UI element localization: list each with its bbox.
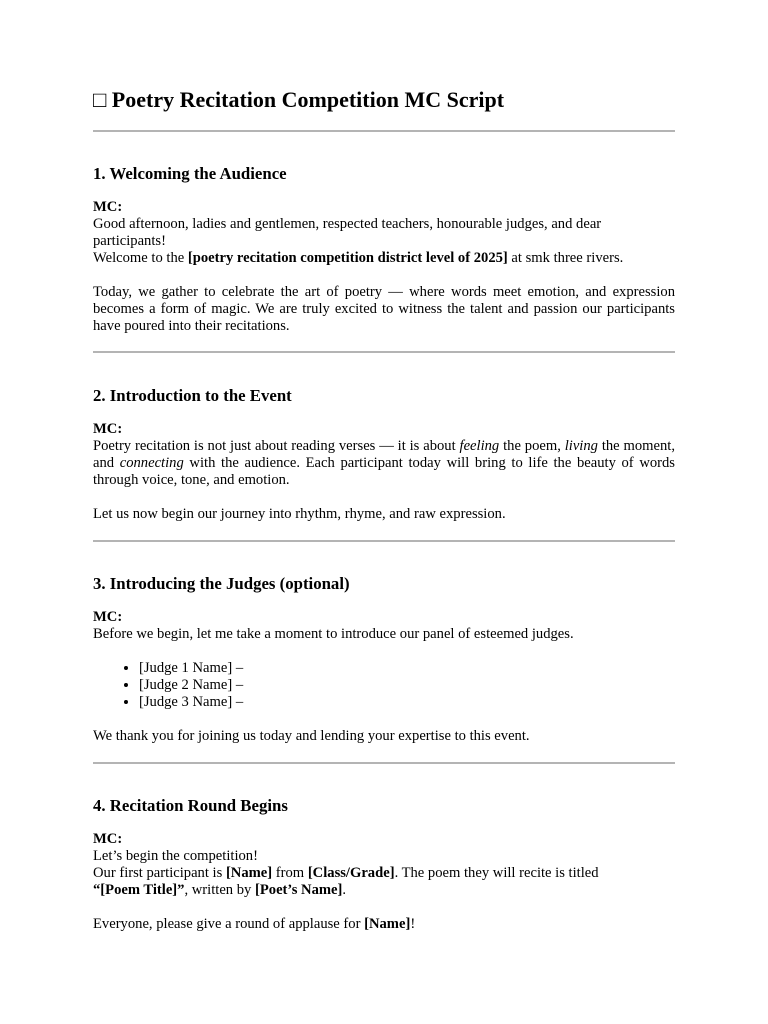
poem-title: “[Poem Title]”	[93, 882, 185, 898]
list-item: • [Judge 2 Name] –	[139, 677, 675, 694]
mc-label: MC:	[93, 199, 123, 215]
applause-text-a: Everyone, please give a round of applause for	[93, 916, 365, 932]
section-heading-judges: 3. Introducing the Judges (optional)	[93, 574, 350, 593]
welcome-suffix: at smk three rivers.	[507, 250, 624, 266]
participant-text-d: , written by	[184, 882, 255, 898]
welcome-paragraph: Today, we gather to celebrate the art of poetry — where words meet emotion, and expression becomes a form of magic. We are truly excited to witness the talent and passion our participants have poured into their recitations.	[93, 284, 675, 334]
mc-label: MC:	[93, 421, 123, 437]
poet-name: [Poet’s Name]	[255, 882, 343, 898]
intro-emphasis-feeling: feeling	[459, 438, 500, 454]
title-text: Poetry Recitation Competition MC Script	[111, 87, 505, 112]
begin-line: Let’s begin the competition!	[93, 848, 258, 864]
judges-list	[93, 660, 675, 711]
intro-paragraph	[93, 438, 675, 489]
judges-thanks: We thank you for joining us today and lending your expertise to this event.	[93, 728, 530, 744]
applause-text-b: !	[410, 916, 416, 932]
welcome-line	[93, 250, 675, 267]
participant-class: [Class/Grade]	[307, 865, 395, 881]
page-title	[93, 86, 675, 114]
divider	[93, 762, 675, 764]
greeting-text: Good afternoon, ladies and gentlemen, respected teachers, honourable judges, and dear participants!	[93, 216, 602, 249]
participant-text-a: Our first participant is	[93, 865, 226, 881]
applause-name: [Name]	[364, 916, 411, 932]
document-body	[93, 86, 675, 933]
intro-emphasis-living: living	[564, 438, 598, 454]
participant-text-e: .	[342, 882, 347, 898]
intro-text-c: the moment, and	[93, 438, 675, 471]
judges-intro: Before we begin, let me take a moment to introduce our panel of esteemed judges.	[93, 626, 574, 642]
participant-paragraph	[93, 865, 675, 899]
intro-text-a: Poetry recitation is not just about reading verses — it is about	[93, 438, 460, 454]
section-heading-introduction: 2. Introduction to the Event	[93, 386, 292, 405]
divider	[93, 351, 675, 353]
divider	[93, 540, 675, 542]
section-heading-welcoming: 1. Welcoming the Audience	[93, 164, 287, 183]
intro-text-b: the poem,	[499, 438, 565, 454]
title-placeholder-icon: □	[93, 87, 107, 112]
mc-label: MC:	[93, 609, 123, 625]
section-heading-recitation: 4. Recitation Round Begins	[93, 796, 288, 815]
applause-line	[93, 916, 675, 933]
intro-emphasis-connecting: connecting	[119, 455, 184, 471]
participant-name: [Name]	[225, 865, 273, 881]
event-name: [poetry recitation competition district level of 2025]	[187, 250, 508, 266]
participant-text-b: from	[272, 865, 308, 881]
list-item: • [Judge 3 Name] –	[139, 694, 675, 711]
divider	[93, 130, 675, 132]
intro-text-d: with the audience. Each participant today will bring to life the beauty of words through voice, tone, and emotion.	[93, 455, 675, 488]
welcome-prefix: Welcome to the	[93, 250, 188, 266]
mc-label: MC:	[93, 831, 123, 847]
participant-text-c: . The poem they will recite is titled	[394, 865, 599, 881]
list-item: • [Judge 1 Name] –	[139, 660, 675, 677]
journey-paragraph: Let us now begin our journey into rhythm, rhyme, and raw expression.	[93, 506, 506, 522]
